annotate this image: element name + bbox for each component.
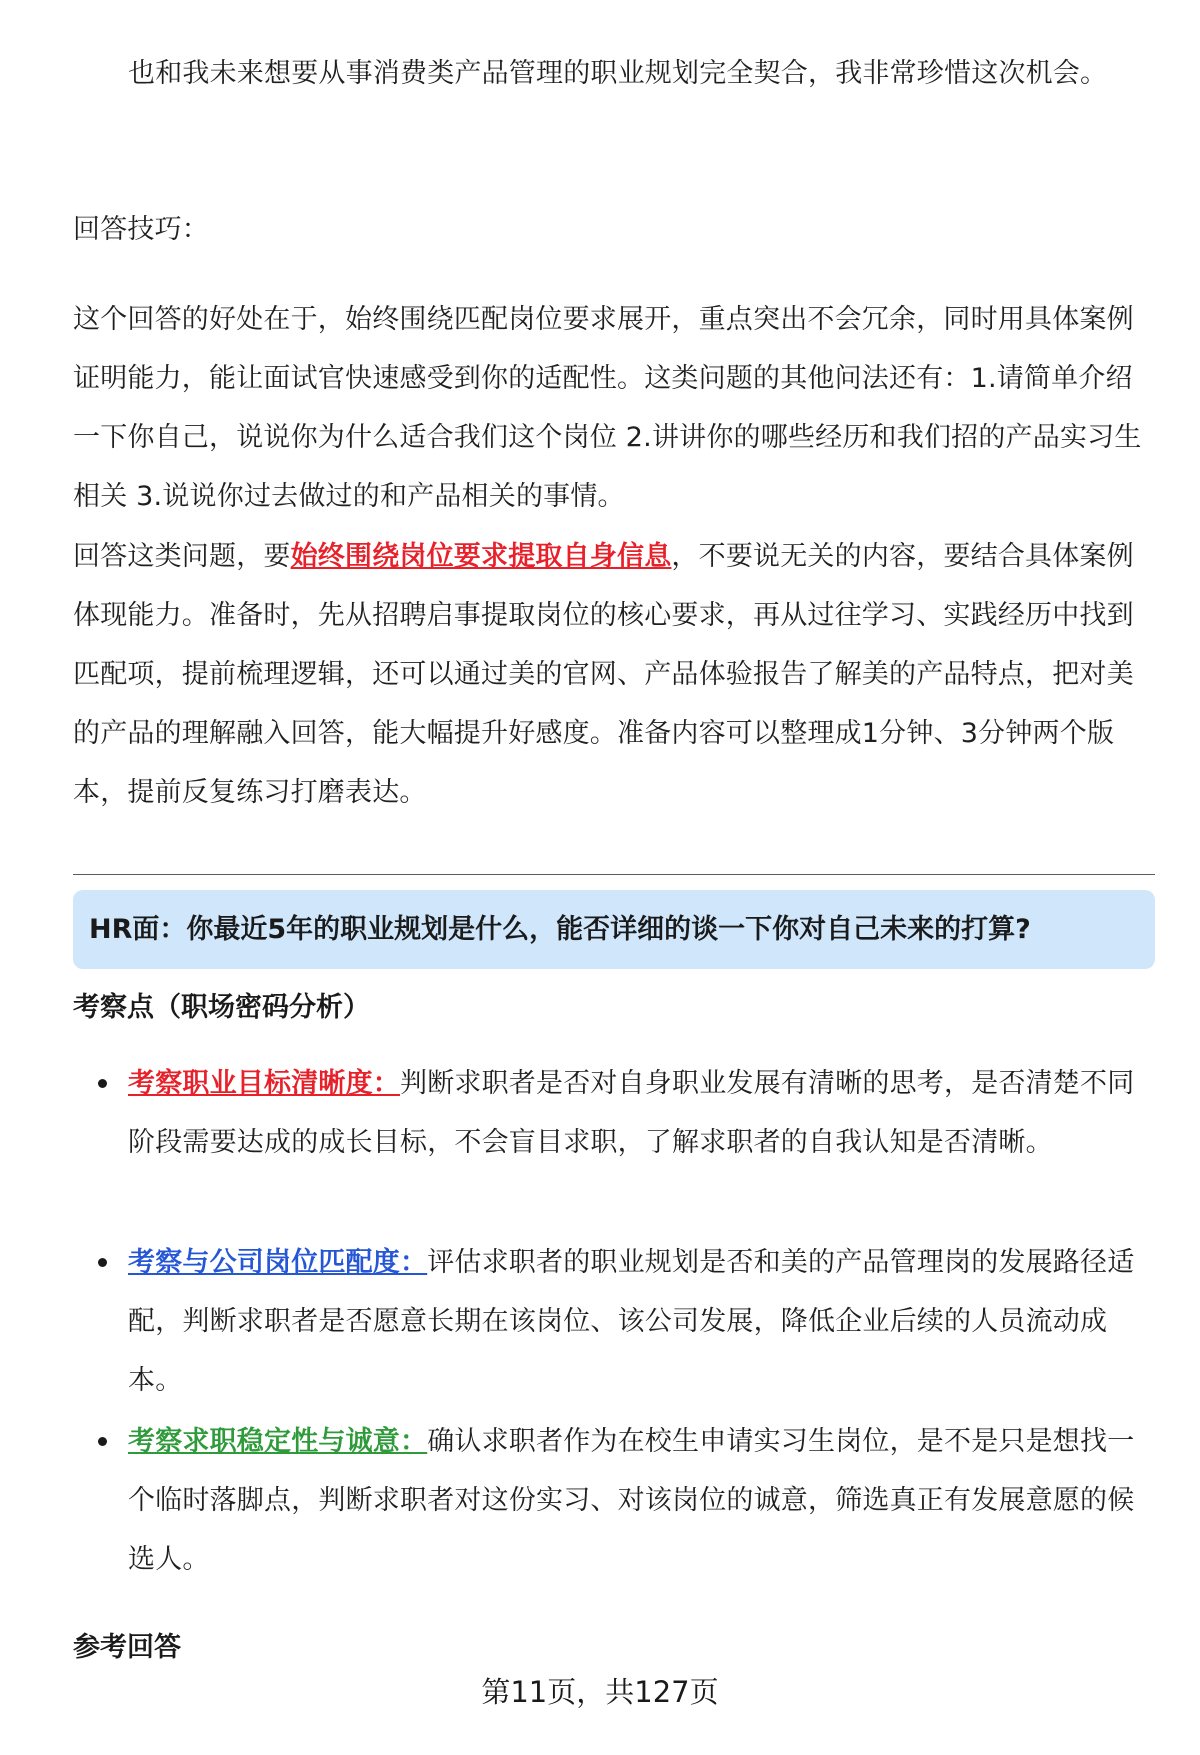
tips-paragraph-2-after: ，不要说无关的内容，要结合具体案例体现能力。准备时，先从招聘启事提取岗位的核心要求，再从过往学习、实践经历中找到匹配项，提前梳理逻辑，还可以通过美的官网、产品体验报告了解美的产品特点，把对美的产品的理解融入回答，能大幅提升好感度。准备内容可以整理成1分钟、3分钟两个版本，提前反复练习打磨表达。 <box>73 541 1134 808</box>
tips-paragraph-2 <box>73 527 1153 822</box>
tips-paragraph-2-before: 回答这类问题，要 <box>73 541 291 572</box>
point-3-text: 确认求职者作为在校生申请实习生岗位，是不是只是想找一个临时落脚点，判断求职者对这份实习、对该岗位的诚意，筛选真正有发展意愿的候选人。 <box>128 1426 1135 1575</box>
reference-heading: 参考回答 <box>73 1632 181 1663</box>
section-divider <box>73 874 1155 875</box>
continuation-paragraph: 也和我未来想要从事消费类产品管理的职业规划完全契合，我非常珍惜这次机会。 <box>128 58 1108 89</box>
bullet-icon <box>98 1437 107 1446</box>
question-box <box>73 890 1155 969</box>
point-2-text: 评估求职者的职业规划是否和美的产品管理岗的发展路径适配，判断求职者是否愿意长期在该岗位、该公司发展，降低企业后续的人员流动成本。 <box>128 1247 1135 1396</box>
tips-paragraph-1: 这个回答的好处在于，始终围绕匹配岗位要求展开，重点突出不会冗余，同时用具体案例证明能力，能让面试官快速感受到你的适配性。这类问题的其他问法还有：1.请简单介绍一下你自己，说说你为什么适合我们这个岗位 2.讲讲你的哪些经历和我们招的产品实习生相关 3.说说你过去做过的和产品相关的事情。 <box>73 304 1142 512</box>
bullet-icon <box>98 1258 107 1267</box>
point-1-label: 考察职业目标清晰度： <box>128 1068 400 1099</box>
page-footer: 第11页，共127页 <box>481 1675 719 1709</box>
analysis-point-2 <box>128 1233 1158 1410</box>
analysis-point-1 <box>128 1054 1158 1172</box>
bullet-icon <box>98 1079 107 1088</box>
point-2-label: 考察与公司岗位匹配度： <box>128 1247 428 1278</box>
analysis-heading: 考察点（职场密码分析） <box>73 992 370 1023</box>
analysis-point-3 <box>128 1412 1158 1589</box>
question-text: HR面：你最近5年的职业规划是什么，能否详细的谈一下你对自己未来的打算? <box>89 914 1031 945</box>
tips-heading: 回答技巧： <box>73 214 209 245</box>
point-3-label: 考察求职稳定性与诚意： <box>128 1426 428 1457</box>
point-1-text: 判断求职者是否对自身职业发展有清晰的思考，是否清楚不同阶段需要达成的成长目标，不会盲目求职，了解求职者的自我认知是否清晰。 <box>128 1068 1135 1158</box>
tips-highlight: 始终围绕岗位要求提取自身信息 <box>290 541 672 572</box>
